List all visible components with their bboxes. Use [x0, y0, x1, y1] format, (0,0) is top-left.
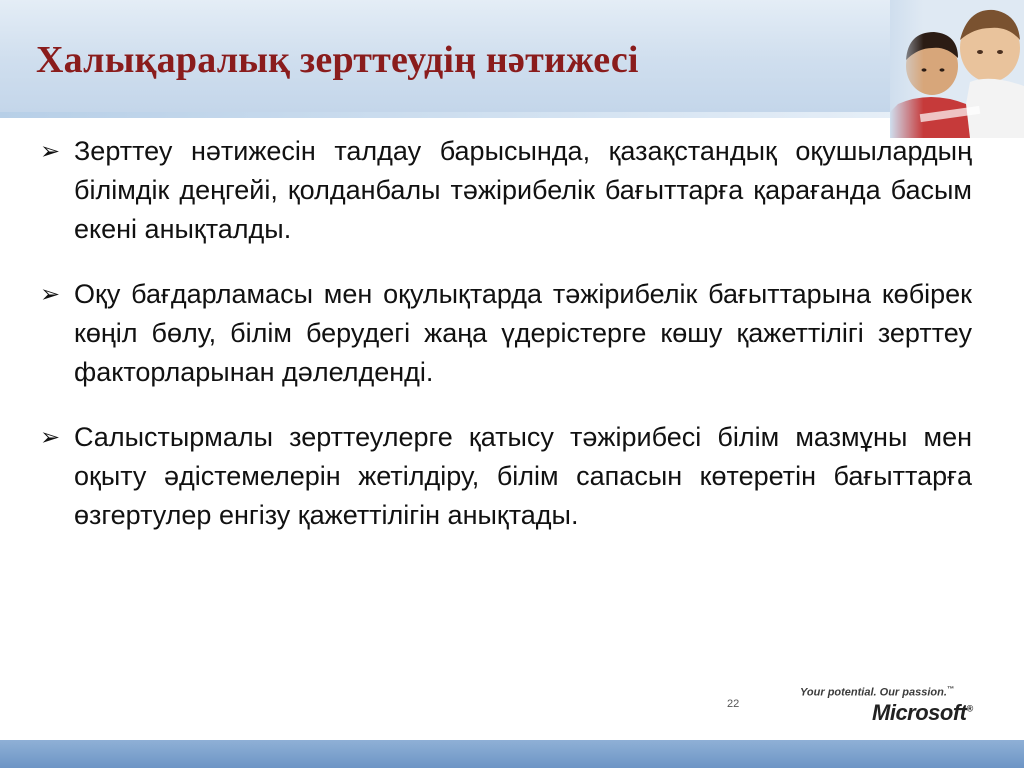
bullet-list [40, 132, 972, 561]
microsoft-logo [872, 700, 973, 726]
bullet-item [40, 275, 972, 392]
bullet-text: Зерттеу нәтижесін талдау барысында, қазақстандық оқушылардың білімдік деңгейі, қолданбалы тәжірибелік бағыттарға қарағанда басым екені анықталды. [74, 136, 972, 244]
bullet-text: Оқу бағдарламасы мен оқулықтарда тәжірибелік бағыттарына көбірек көңіл бөлу, білім берудегі жаңа үдерістерге көшу қажеттілігі зерттеу факторларынан дәлелденді. [74, 279, 972, 387]
footer-band [0, 740, 1024, 768]
children-photo [890, 0, 1024, 138]
brand-tagline [800, 686, 954, 699]
trademark-mark: ™ [946, 686, 954, 693]
bullet-item [40, 132, 972, 249]
logo-text: Microsoft [872, 700, 967, 725]
page-number: 22 [727, 698, 740, 710]
registered-mark: ® [966, 703, 973, 714]
bullet-text: Салыстырмалы зерттеулерге қатысу тәжірибесі білім мазмұны мен оқыту әдістемелерін жетілдіру, білім сапасын көтеретін бағыттарға өзгертулер енгізу қажеттілігін анықтады. [74, 422, 972, 530]
tagline-text: Your potential. Our passion. [800, 686, 947, 699]
arrow-bullet-icon: ➢ [40, 424, 61, 451]
header-rule [0, 112, 1024, 118]
bullet-item [40, 418, 972, 535]
arrow-bullet-icon: ➢ [40, 138, 61, 165]
slide-title: Халықаралық зерттеудің нәтижесі [36, 39, 639, 81]
arrow-bullet-icon: ➢ [40, 281, 61, 308]
